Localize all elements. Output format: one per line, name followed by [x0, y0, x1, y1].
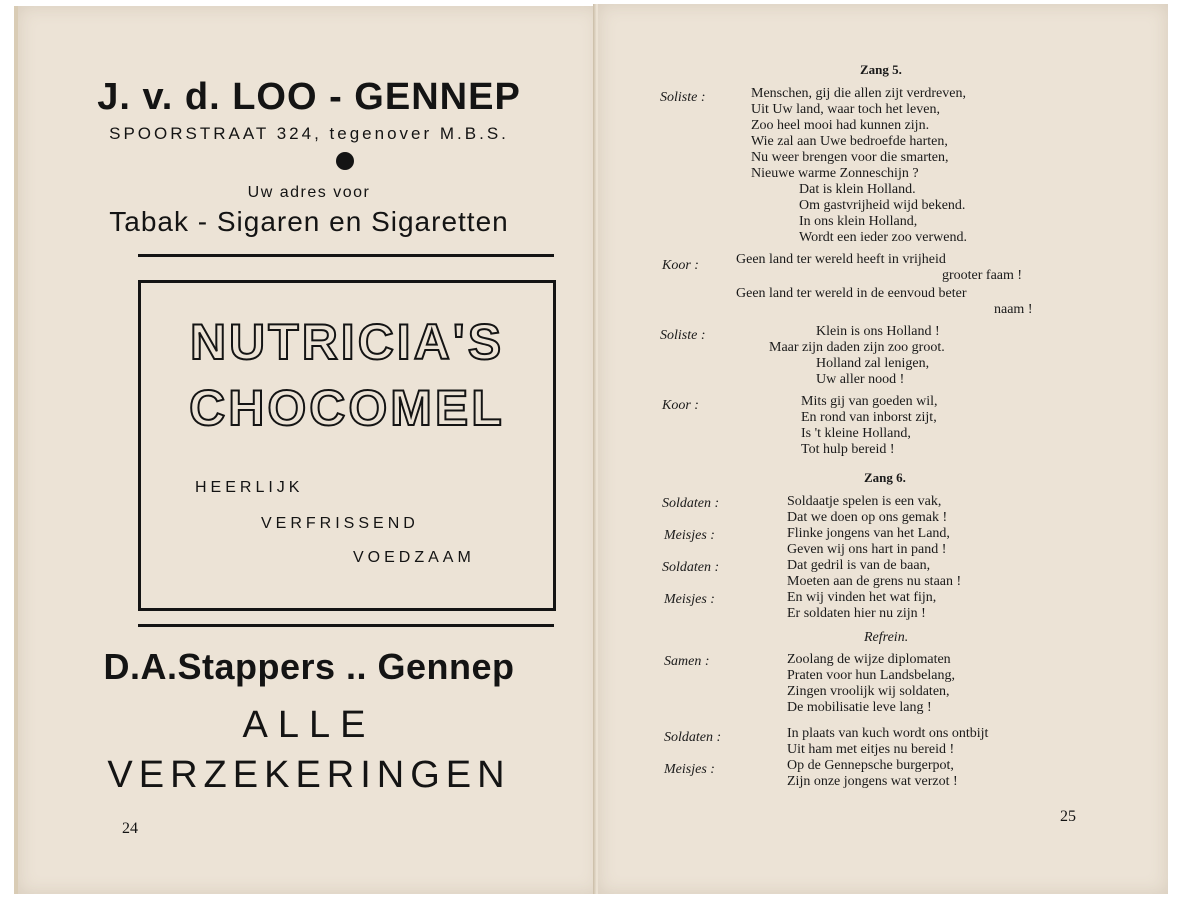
role-koor: Koor :	[662, 258, 699, 273]
lyric-line: De mobilisatie leve lang !	[787, 700, 932, 715]
lyric-line: Moeten aan de grens nu staan !	[787, 574, 962, 589]
refrein-heading: Refrein.	[864, 630, 909, 645]
right-page	[598, 4, 1168, 894]
lyric-line: Mits gij van goeden wil,	[801, 394, 938, 409]
lyric-line: Praten voor hun Landsbelang,	[787, 668, 955, 683]
lyric-line: Zingen vroolijk wij soldaten,	[787, 684, 950, 699]
role-soldaten: Soldaten :	[662, 496, 720, 511]
lyric-line: Wie zal aan Uwe bedroefde harten,	[751, 134, 948, 149]
role-soldaten: Soldaten :	[664, 730, 722, 745]
lyric-line: Nu weer brengen voor die smarten,	[751, 150, 949, 165]
lyric-line: Om gastvrijheid wijd bekend.	[799, 198, 966, 213]
alle-text: ALLE	[242, 704, 376, 746]
lyric-line: Is 't kleine Holland,	[801, 426, 911, 441]
lyric-line: Zoo heel mooi had kunnen zijn.	[751, 118, 930, 133]
lyric-line: Tot hulp bereid !	[801, 442, 895, 457]
slogan-verfrissend: VERFRISSEND	[261, 515, 419, 532]
lyric-line: Soldaatje spelen is een vak,	[787, 494, 942, 509]
lyric-line: Zoolang de wijze diplomaten	[787, 652, 951, 667]
slogan-heerlijk: HEERLIJK	[195, 479, 304, 496]
lyric-line: Geven wij ons hart in pand !	[787, 542, 947, 557]
zang6-title: Zang 6.	[864, 470, 906, 485]
lyric-line: Geen land ter wereld heeft in vrijheid	[736, 252, 946, 267]
lyric-line: Menschen, gij die allen zijt verdreven,	[751, 86, 966, 101]
bullet-dot	[336, 152, 354, 170]
lyric-line: Dat is klein Holland.	[799, 182, 916, 197]
nutricia-title-line2: CHOCOMEL	[189, 380, 505, 436]
lyric-line: En rond van inborst zijt,	[801, 410, 937, 425]
lyric-line: Flinke jongens van het Land,	[787, 526, 950, 541]
lyric-line: grooter faam !	[942, 268, 1023, 283]
lyric-line: Wordt een ieder zoo verwend.	[799, 230, 967, 245]
lyric-line: Geen land ter wereld in de eenvoud beter	[736, 286, 967, 301]
role-samen: Samen :	[664, 654, 710, 669]
lyric-line: Zijn onze jongens wat verzot !	[787, 774, 958, 789]
role-koor: Koor :	[662, 398, 699, 413]
slogan-voedzaam: VOEDZAAM	[353, 549, 475, 566]
role-meisjes: Meisjes :	[664, 592, 715, 607]
role-meisjes: Meisjes :	[664, 762, 715, 777]
lyric-line: En wij vinden het wat fijn,	[787, 590, 937, 605]
lyric-line: Dat we doen op ons gemak !	[787, 510, 948, 525]
role-meisjes: Meisjes :	[664, 528, 715, 543]
verzekeringen-text: VERZEKERINGEN	[107, 754, 511, 796]
lyric-line: In ons klein Holland,	[799, 214, 918, 229]
lyric-line: Maar zijn daden zijn zoo groot.	[769, 340, 945, 355]
lyric-line: naam !	[994, 302, 1033, 317]
divider-rule	[138, 624, 554, 627]
loo-address: SPOORSTRAAT 324, tegenover M.B.S.	[109, 124, 509, 143]
lyric-line: Op de Gennepsche burgerpot,	[787, 758, 954, 773]
lyric-line: Klein is ons Holland !	[816, 324, 940, 339]
role-soliste: Soliste :	[660, 328, 706, 343]
lyric-line: Uw aller nood !	[816, 372, 905, 387]
lyric-line: Holland zal lenigen,	[816, 356, 930, 371]
left-page	[14, 6, 600, 894]
lyric-line: Uit Uw land, waar toch het leven,	[751, 102, 940, 117]
stappers-title: D.A.Stappers .. Gennep	[103, 646, 515, 687]
lyric-line: Dat gedril is van de baan,	[787, 558, 931, 573]
role-soliste: Soliste :	[660, 90, 706, 105]
nutricia-ad-box	[138, 280, 556, 611]
lyric-line: Nieuwe warme Zonneschijn ?	[751, 166, 919, 181]
page-number-left: 24	[122, 820, 138, 837]
tabak-line: Tabak - Sigaren en Sigaretten	[109, 206, 509, 237]
page-number-right: 25	[1060, 808, 1076, 825]
divider-rule	[138, 254, 554, 257]
nutricia-title-line1: NUTRICIA'S	[189, 314, 505, 370]
adres-line: Uw adres voor	[247, 184, 371, 201]
lyric-line: Er soldaten hier nu zijn !	[787, 606, 926, 621]
lyric-line: In plaats van kuch wordt ons ontbijt	[787, 726, 989, 741]
zang5-title: Zang 5.	[860, 62, 902, 77]
loo-title: J. v. d. LOO - GENNEP	[97, 76, 521, 118]
lyric-line: Uit ham met eitjes nu bereid !	[787, 742, 955, 757]
role-soldaten: Soldaten :	[662, 560, 720, 575]
